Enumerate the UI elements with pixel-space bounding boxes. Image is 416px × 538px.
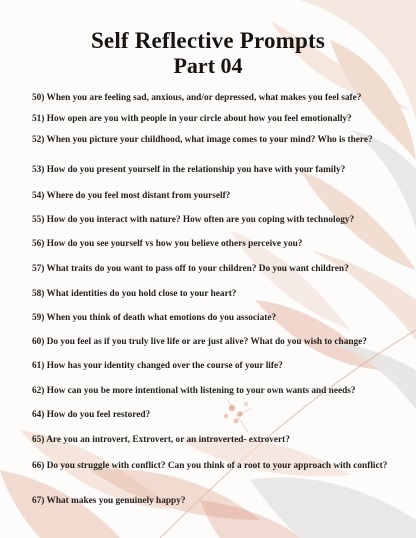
prompt-item: 64) How do you feel restored?	[32, 410, 151, 420]
prompt-item: 53) How do you present yourself in the relationship you have with your family?	[32, 165, 346, 175]
prompt-item: 57) What traits do you want to pass off to your children? Do you want children?	[32, 264, 349, 274]
prompt-item: 54) Where do you feel most distant from yourself?	[32, 191, 231, 201]
prompt-item: 52) When you picture your childhood, what image comes to your mind? Who is there?	[32, 135, 373, 145]
prompt-item: 60) Do you feel as if you truly live life or are just alive? What do you wish to change?	[32, 337, 367, 347]
prompt-item: 51) How open are you with people in your circle about how you feel emotionally?	[32, 114, 352, 124]
prompt-item: 61) How has your identity changed over the course of your life?	[32, 361, 283, 371]
prompt-item: 50) When you are feeling sad, anxious, and/or depressed, what makes you feel safe?	[32, 93, 362, 103]
document-subtitle: Part 04	[173, 53, 243, 78]
prompt-item: 55) How do you interact with nature? How often are you coping with technology?	[32, 215, 355, 225]
prompt-item: 59) When you think of death what emotions do you associate?	[32, 313, 277, 323]
prompt-item: 62) How can you be more intentional with listening to your own wants and needs?	[32, 386, 356, 396]
prompt-item: 65) Are you an introvert, Extrovert, or an introverted- extrovert?	[32, 435, 290, 445]
prompt-item: 66) Do you struggle with conflict? Can you think of a root to your approach with conflict?	[32, 461, 388, 471]
prompt-item: 67) What makes you genuinely happy?	[32, 496, 186, 506]
document-title: Self Reflective Prompts	[90, 28, 326, 53]
prompt-item: 56) How do you see yourself vs how you believe others perceive you?	[32, 239, 303, 249]
prompt-item: 58) What identities do you hold close to your heart?	[32, 289, 237, 299]
